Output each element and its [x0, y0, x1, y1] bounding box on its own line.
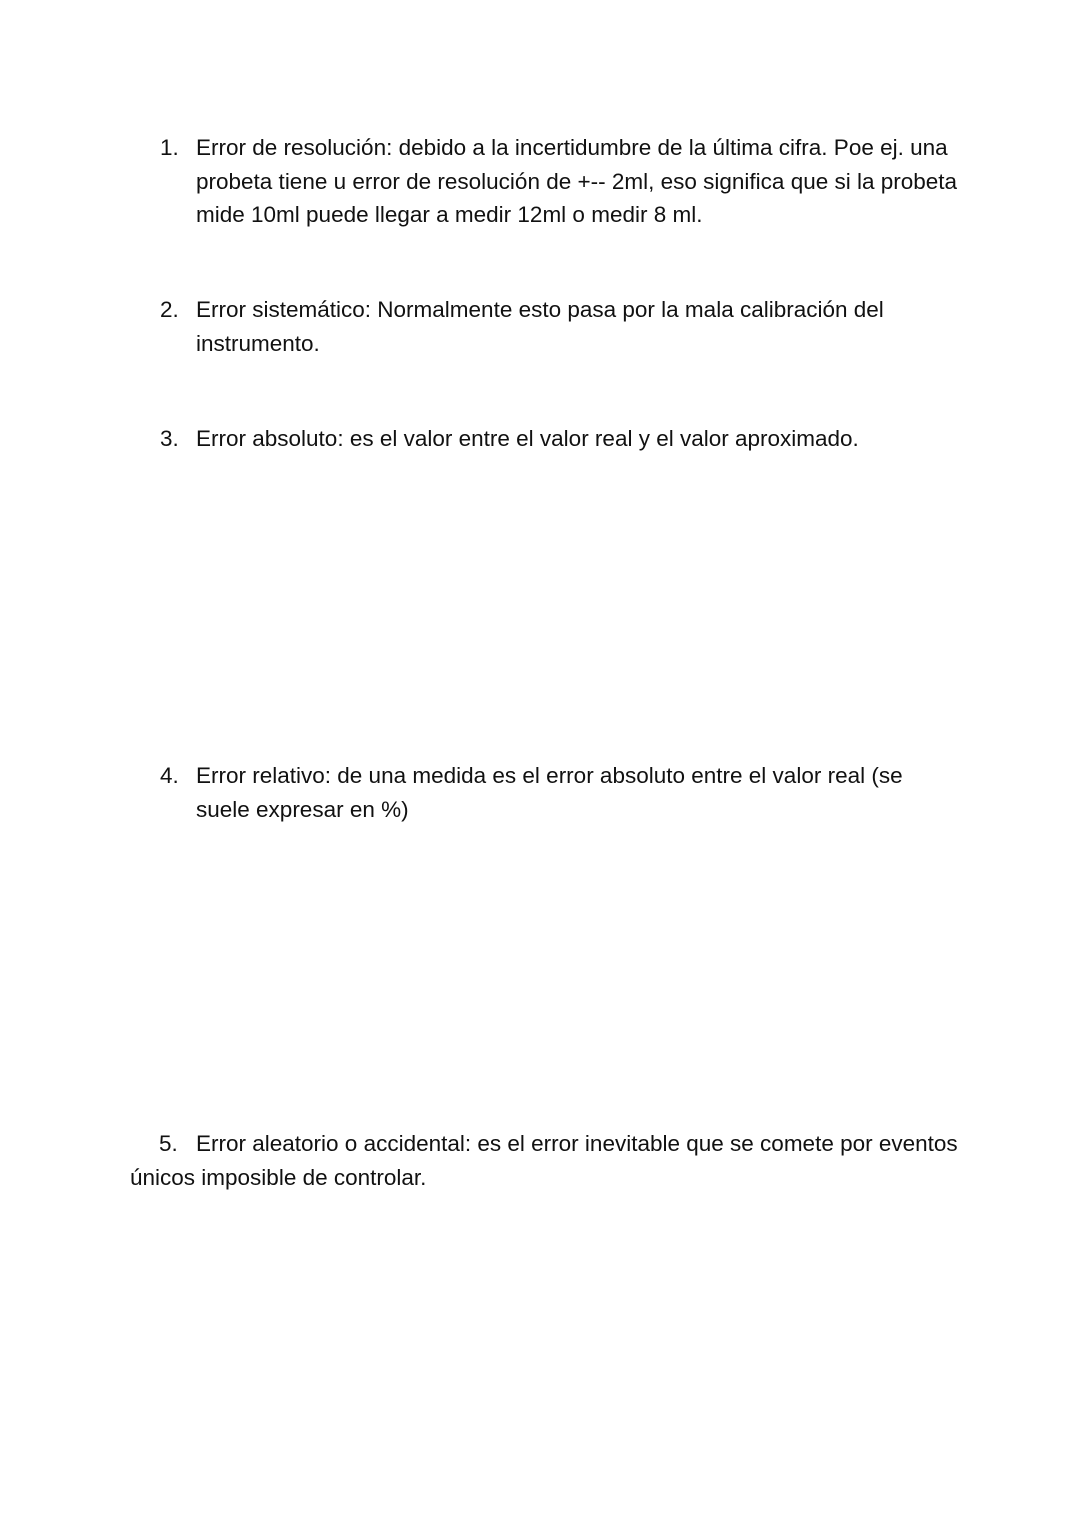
list-item-error-resolucion — [160, 131, 960, 232]
list-number: 4. — [160, 763, 179, 788]
list-item-error-sistematico — [160, 293, 960, 360]
list-number: 1. — [160, 135, 179, 160]
list-item-text: Error relativo: de una medida es el error absoluto entre el valor real (se suele expresar en %) — [196, 763, 903, 822]
list-item-text: Error de resolución: debido a la incertidumbre de la última cifra. Poe ej. una probeta tiene u error de resolución de +-- 2ml, eso significa que si la probeta mide 10ml puede llegar a medir 12ml o medir 8 ml. — [196, 135, 958, 227]
list-number: 5. — [159, 1131, 178, 1156]
list-item-text: Error aleatorio o accidental: es el error inevitable que se comete por eventos únicos imposible de controlar. — [130, 1131, 958, 1190]
list-number: 3. — [160, 426, 179, 451]
list-item-error-aleatorio — [130, 1127, 960, 1194]
list-item-error-relativo — [160, 759, 960, 826]
list-item-error-absoluto — [160, 422, 960, 456]
list-item-text: Error absoluto: es el valor entre el valor real y el valor aproximado. — [196, 426, 859, 451]
list-number: 2. — [160, 297, 179, 322]
list-item-text: Error sistemático: Normalmente esto pasa por la mala calibración del instrumento. — [196, 297, 884, 356]
